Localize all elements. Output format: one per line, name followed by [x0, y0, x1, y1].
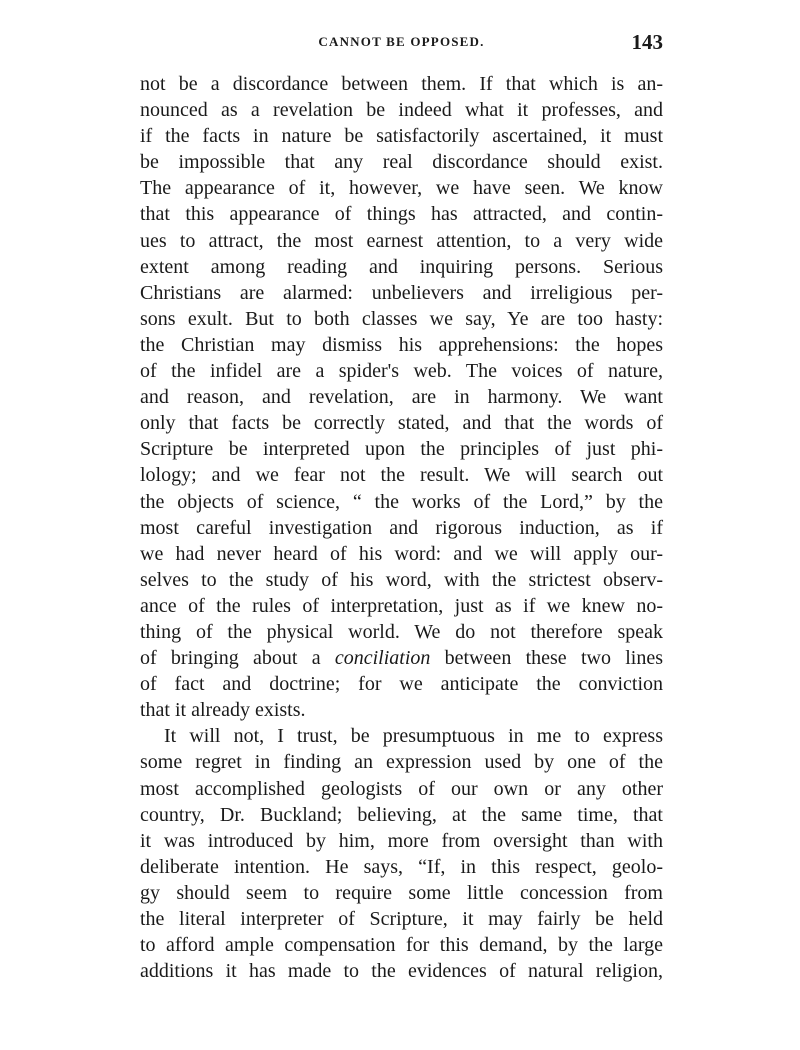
text-line: additions it has made to the evidences of natural religion, — [140, 960, 663, 983]
text-line: the objects of science, “ the works of the Lord,” by the — [140, 490, 663, 513]
text-line: gy should seem to require some little concession from — [140, 881, 663, 904]
paragraph-start-line: It will not, I trust, be presumptuous in me to express — [164, 725, 663, 748]
text-line: only that facts be correctly stated, and that the words of — [140, 412, 663, 435]
paragraph-end-line: that it already exists. — [140, 699, 306, 722]
text-line: lology; and we fear not the result. We will search out — [140, 464, 663, 487]
text-line: sons exult. But to both classes we say, Ye are too hasty: — [140, 307, 663, 330]
text-fragment: between these two lines — [430, 647, 664, 670]
text-line: if the facts in nature be satisfactorily ascertained, it must — [140, 125, 663, 148]
text-line: some regret in finding an expression used by one of the — [140, 751, 663, 774]
text-line: thing of the physical world. We do not therefore speak — [140, 620, 663, 643]
text-line: most accomplished geologists of our own or any other — [140, 777, 663, 800]
text-line: ues to attract, the most earnest attention, to a very wide — [140, 229, 663, 252]
text-line: the literal interpreter of Scripture, it may fairly be held — [140, 908, 663, 930]
text-line: of the infidel are a spider's web. The voices of nature, — [140, 360, 663, 383]
text-fragment: of bringing about a — [140, 647, 335, 670]
running-head — [140, 30, 663, 60]
text-line: the Christian may dismiss his apprehensions: the hopes — [140, 333, 663, 356]
text-line: we had never heard of his word: and we will apply our- — [140, 542, 663, 565]
text-line: Scripture be interpreted upon the principles of just phi- — [140, 438, 663, 461]
text-line: selves to the study of his word, with the strictest observ- — [140, 568, 663, 591]
text-line: be impossible that any real discordance should exist. — [140, 151, 663, 174]
page-number: 143 — [631, 30, 663, 54]
text-line: ance of the rules of interpretation, just as if we knew no- — [140, 594, 663, 617]
text-line-with-italic — [140, 645, 663, 671]
body-text — [140, 71, 663, 984]
text-line: that this appearance of things has attracted, and contin- — [140, 203, 663, 226]
text-line: extent among reading and inquiring persons. Serious — [140, 255, 663, 278]
text-line: most careful investigation and rigorous induction, as if — [140, 516, 663, 539]
text-line: nounced as a revelation be indeed what it professes, and — [140, 99, 663, 122]
text-line: The appearance of it, however, we have seen. We know — [140, 177, 663, 200]
text-line: it was introduced by him, more from oversight than with — [140, 829, 663, 852]
text-line: Christians are alarmed: unbelievers and irreligious per- — [140, 281, 663, 304]
text-line: to afford ample compensation for this demand, by the large — [140, 934, 663, 957]
text-line: deliberate intention. He says, “If, in this respect, geolo- — [140, 855, 663, 878]
italic-term: conciliation — [334, 647, 431, 670]
text-line: and reason, and revelation, are in harmony. We want — [140, 386, 663, 409]
text-line: of fact and doctrine; for we anticipate the conviction — [140, 673, 663, 696]
running-title: CANNOT BE OPPOSED. — [318, 34, 485, 49]
text-line: not be a discordance between them. If that which is an- — [140, 73, 663, 95]
text-line: country, Dr. Buckland; believing, at the same time, that — [140, 803, 663, 826]
